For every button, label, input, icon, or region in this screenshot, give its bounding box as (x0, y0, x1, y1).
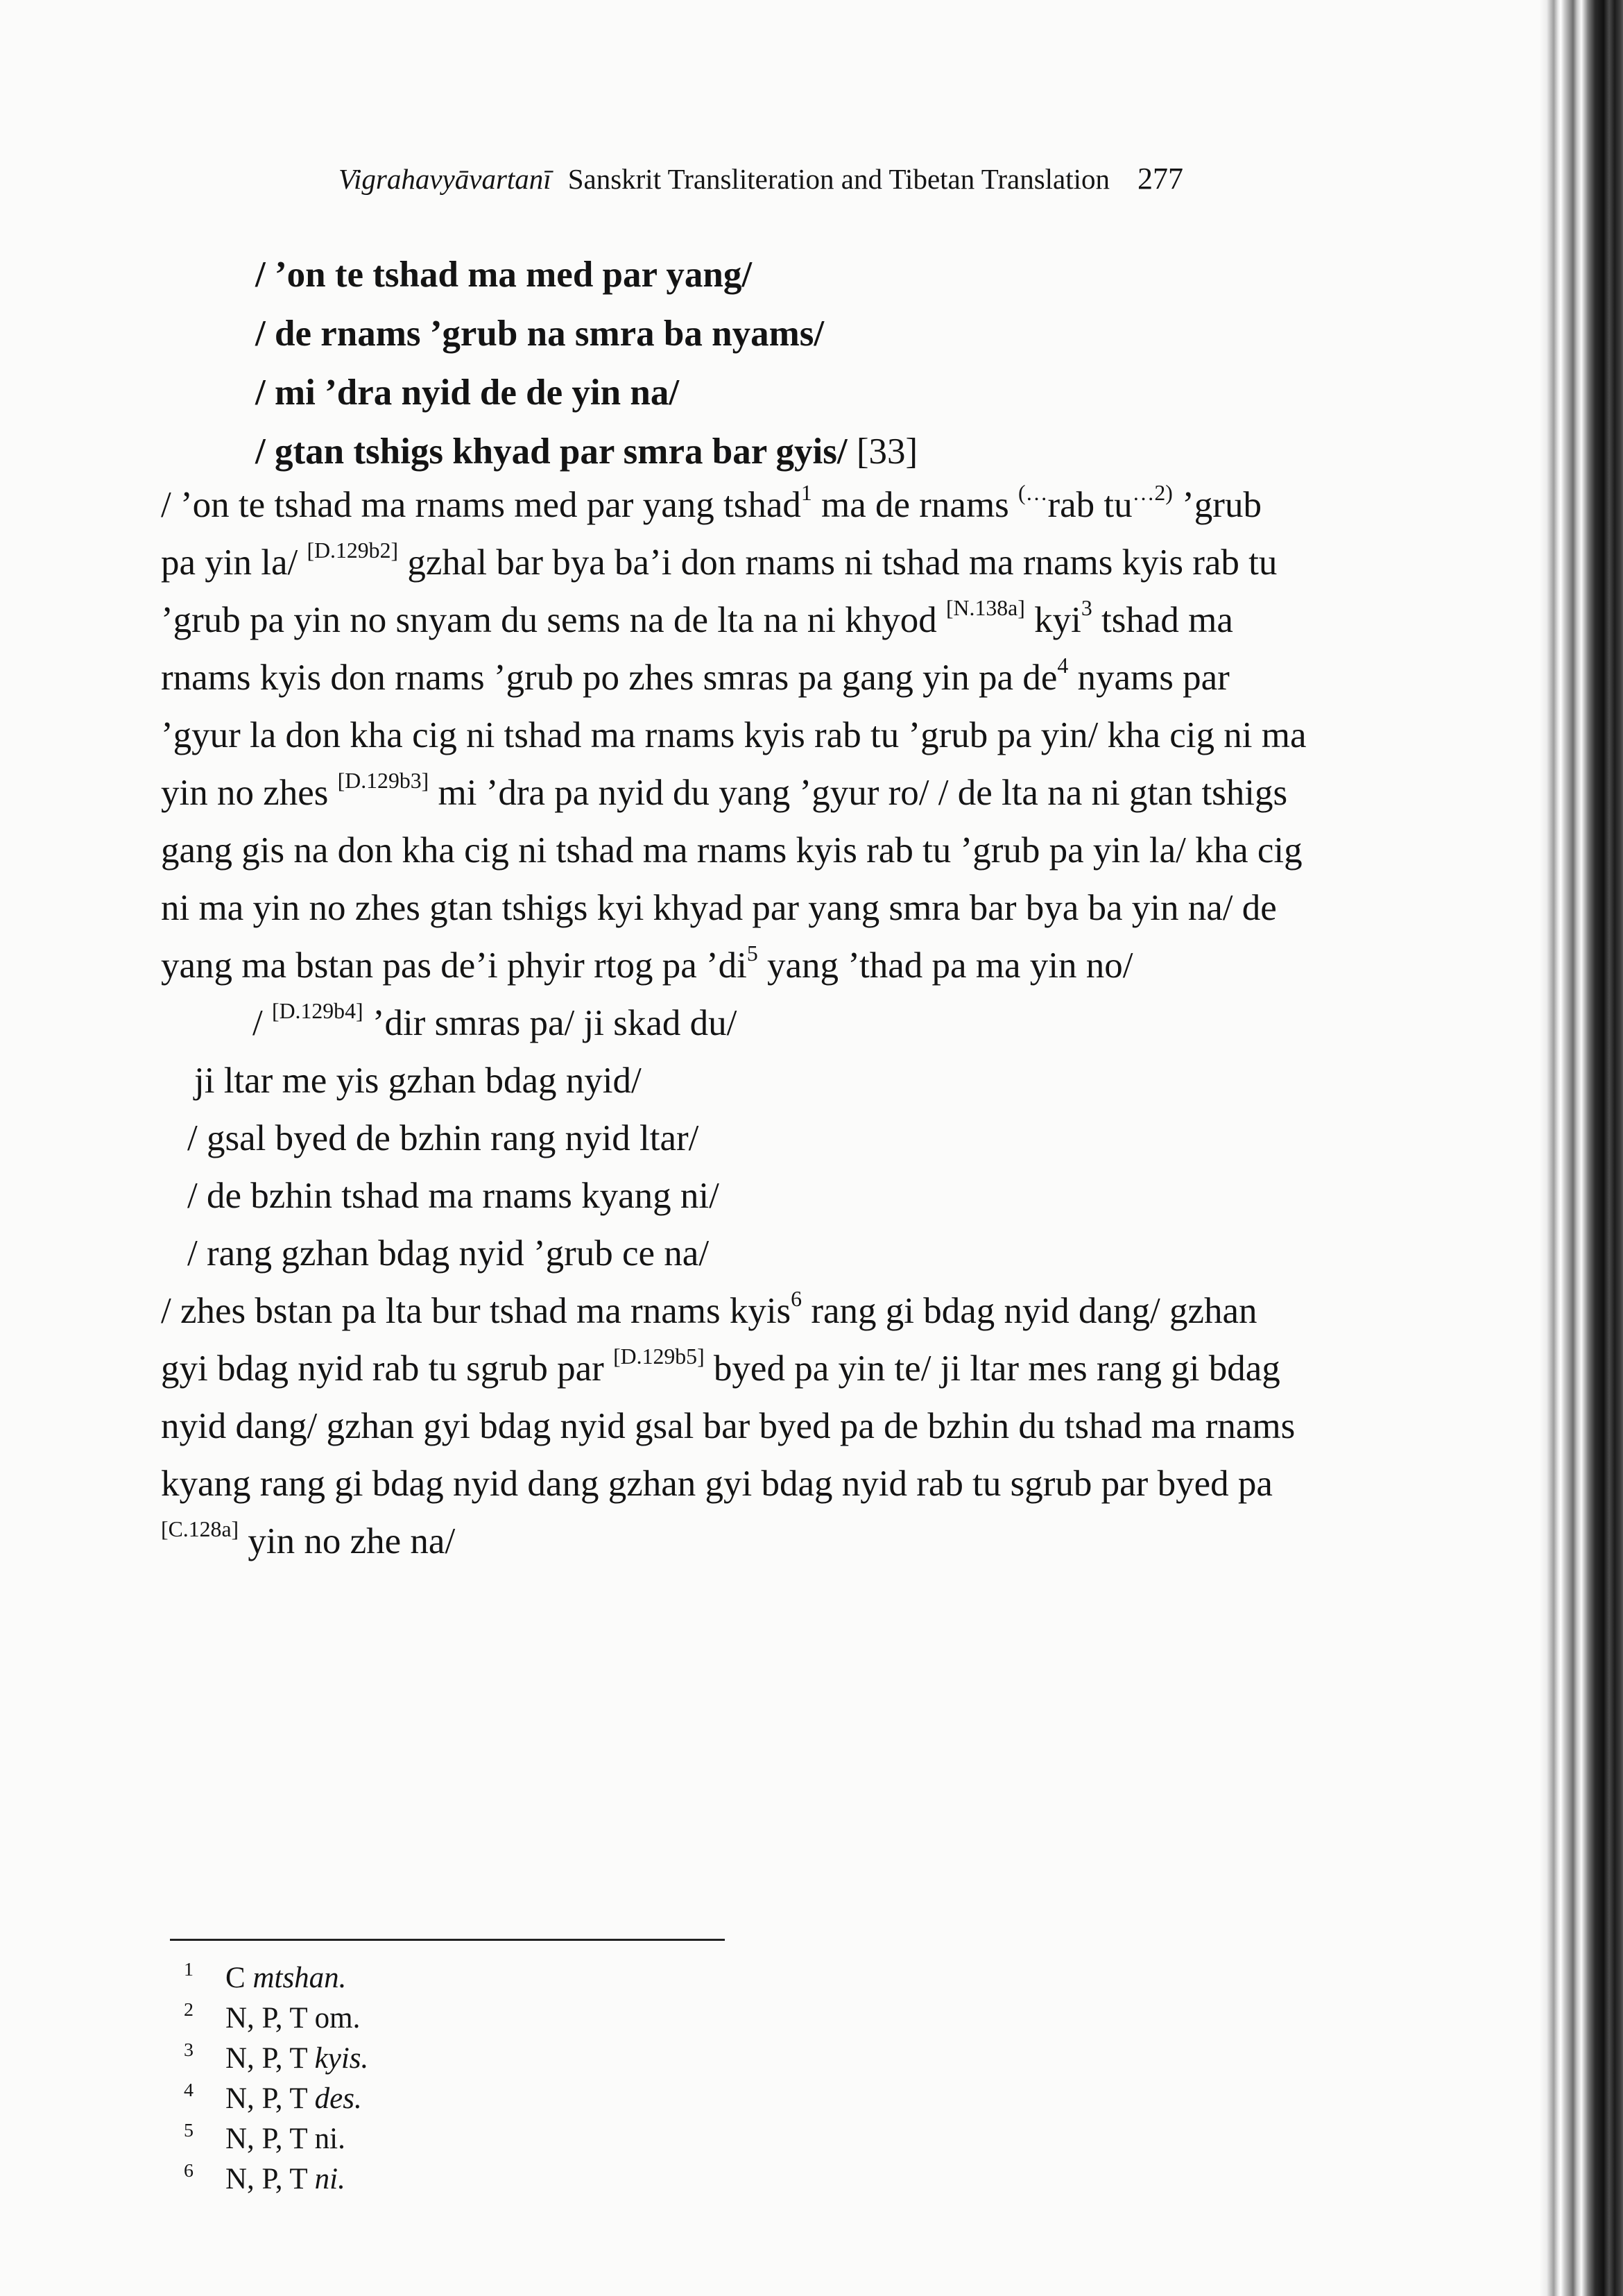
variant-start: (… (1018, 481, 1048, 506)
page-number: 277 (1137, 162, 1184, 196)
footnote-number: 4 (184, 2080, 194, 2101)
text-run: pa yin la/ (161, 542, 307, 583)
text-run: rnams kyis don rnams ’grub po zhes smras pa gang yin pa de (161, 658, 1058, 698)
text-run: yang ’thad pa ma yin no/ (757, 945, 1133, 986)
text-line (161, 1287, 1257, 1331)
footnote-ref-4: 4 (1057, 653, 1069, 678)
text-run: / (252, 1003, 272, 1043)
verse-line: ji ltar me yis gzhan bdag nyid/ (194, 1061, 642, 1101)
verse-text: / gtan tshigs khyad par smra bar gyis/ (255, 431, 848, 472)
folio-ref: [D.129b2] (307, 538, 399, 563)
text-line: ’gyur la don kha cig ni tshad ma rnams kyis rab tu ’grub pa yin/ kha cig ni ma (161, 715, 1307, 755)
header-title: Vigrahavyāvartanī (338, 163, 551, 195)
text-run: rang gi bdag nyid dang/ gzhan (802, 1291, 1257, 1331)
text-line (161, 481, 1262, 525)
footnote-ref-5: 5 (746, 941, 758, 966)
variant-end: …2) (1132, 481, 1173, 506)
verse-line: / de bzhin tshad ma rnams kyang ni/ (187, 1176, 719, 1216)
footnote-6 (184, 2161, 345, 2194)
text-run: mi ’dra pa nyid du yang ’gyur ro/ / de lta na ni gtan tshigs (429, 773, 1288, 813)
folio-ref: [D.129b5] (613, 1344, 705, 1369)
text-line: nyid dang/ gzhan gyi bdag nyid gsal bar byed pa de bzhin du tshad ma rnams (161, 1406, 1296, 1446)
text-run: / zhes bstan pa lta bur tshad ma rnams kyis (161, 1291, 791, 1331)
folio-ref: [C.128a] (161, 1517, 239, 1542)
footnote-3 (184, 2041, 368, 2073)
folio-ref: [D.129b3] (337, 769, 429, 794)
text-run: ’grub (1172, 485, 1262, 525)
text-run: byed pa yin te/ ji ltar mes rang gi bdag (704, 1348, 1280, 1389)
verse-line: / de rnams ’grub na smra ba nyams/ (255, 314, 825, 354)
footnote-text: N, P, T om. (225, 2001, 361, 2034)
verse-number: [33] (856, 431, 918, 472)
text-run: rab tu (1047, 485, 1133, 525)
footnote-emphasis: kyis. (314, 2041, 369, 2075)
footnote-ref-3: 3 (1081, 596, 1092, 621)
footnote-emphasis: ni. (314, 2162, 345, 2195)
verse-line: / rang gzhan bdag nyid ’grub ce na/ (187, 1233, 710, 1274)
text-run: tshad ma (1092, 600, 1233, 640)
text-line (161, 653, 1230, 698)
text-line (161, 538, 1278, 583)
footnote-4 (184, 2081, 362, 2114)
footnote-emphasis: des. (314, 2082, 362, 2115)
running-header (338, 161, 1309, 196)
folio-ref: [N.138a] (945, 596, 1025, 621)
footnote-number: 1 (184, 1959, 194, 1980)
footnote-text: N, P, T (225, 2041, 315, 2075)
text-run: yin no zhe na/ (239, 1521, 456, 1561)
text-run: yin no zhes (161, 773, 338, 813)
text-line (161, 769, 1288, 813)
verse-line (255, 431, 918, 472)
folio-ref: [D.129b4] (271, 999, 363, 1024)
footnote-emphasis: mtshan. (252, 1961, 347, 1994)
footnote-text: N, P, T (225, 2082, 315, 2115)
footnote-1 (184, 1960, 346, 1993)
footnote-text: C (225, 1961, 253, 1994)
footnote-number: 3 (184, 2039, 194, 2061)
text-line: gang gis na don kha cig ni tshad ma rnams kyis rab tu ’grub pa yin la/ kha cig (161, 830, 1303, 871)
text-run: ’dir smras pa/ ji skad du/ (363, 1003, 737, 1043)
text-run: gyi bdag nyid rab tu sgrub par (161, 1348, 614, 1389)
footnote-rule (170, 1939, 725, 1941)
verse-line: / ’on te tshad ma med par yang/ (255, 255, 753, 295)
text-line: ni ma yin no zhes gtan tshigs kyi khyad par yang smra bar bya ba yin na/ de (161, 888, 1277, 928)
text-line (161, 941, 1133, 986)
footnote-ref-6: 6 (791, 1287, 802, 1312)
text-line (161, 1517, 456, 1561)
book-binding-edge (1540, 0, 1623, 2296)
footnote-text: N, P, T ni. (225, 2122, 345, 2155)
text-run: nyams par (1068, 658, 1230, 698)
text-run: / ’on te tshad ma rnams med par yang tshad (161, 485, 801, 525)
text-run: ’grub pa yin no snyam du sems na de lta na ni khyod (161, 600, 946, 640)
footnote-ref-1: 1 (800, 481, 812, 506)
text-run: ma de rnams (812, 485, 1019, 525)
footnote-number: 6 (184, 2160, 194, 2182)
footnote-text: N, P, T (225, 2162, 315, 2195)
text-run: yang ma bstan pas de’i phyir rtog pa ’di (161, 945, 747, 986)
text-line (161, 1344, 1280, 1389)
header-subtitle: Sanskrit Transliteration and Tibetan Translation (567, 163, 1110, 195)
footnote-2 (184, 2001, 360, 2033)
text-line: kyang rang gi bdag nyid dang gzhan gyi bdag nyid rab tu sgrub par byed pa (161, 1464, 1273, 1504)
verse-line: / mi ’dra nyid de de yin na/ (255, 372, 680, 413)
verse-line: / gsal byed de bzhin rang nyid ltar/ (187, 1118, 699, 1158)
text-line (252, 999, 737, 1043)
footnote-number: 2 (184, 1999, 194, 2021)
text-run: kyi (1024, 600, 1081, 640)
text-line (161, 596, 1233, 640)
text-run: gzhal bar bya ba’i don rnams ni tshad ma rnams kyis rab tu (398, 542, 1278, 583)
footnote-number: 5 (184, 2120, 194, 2141)
footnote-5 (184, 2121, 345, 2154)
